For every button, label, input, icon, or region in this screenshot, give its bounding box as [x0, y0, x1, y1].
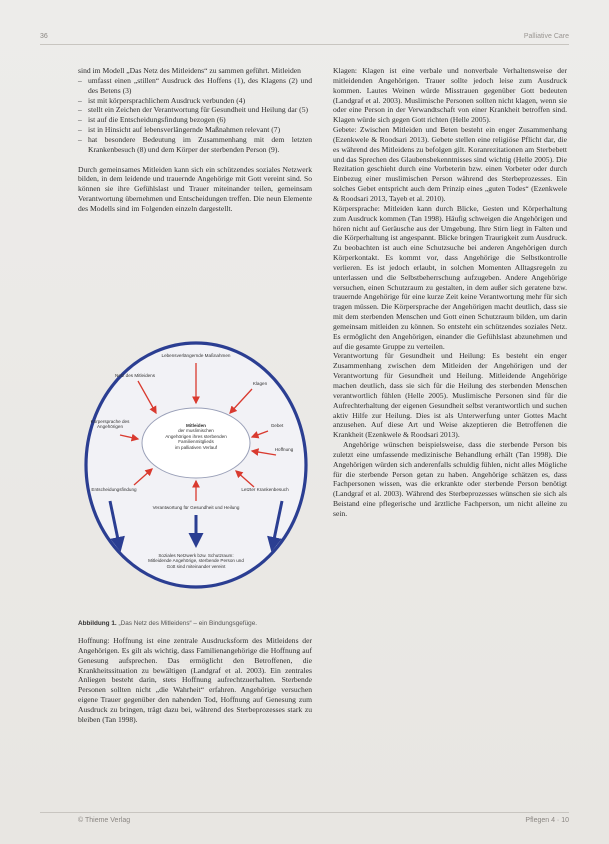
paragraph: Hoffnung: Hoffnung ist eine zentrale Ausdrucksform des Mitleidens der Angehörigen. Es gilt als wichtig, dass Familienangehörige die Hoffnung auf Genesung aufsprechen. Das ermöglicht den Betroffenen, die Krankheitssituation zu bewältigen (Landgraf et al. 2003). Ein zentrales Anliegen besteht darin, stets Hoffnung aufrechtzuerhalten. Sterbende Personen sollten nicht „die Wahrheit“ erfahren. Angehörige versuchen eigene Trauer gegenüber den nahenden Tod, Hoffnung auf Genesung zum Ausdruck zu bringen, trägt dazu bei, während des Sterbeprozesses stark zu bleiben (Tan 1998).: [78, 636, 312, 724]
footer-right: Pflegen 4 · 10: [525, 817, 569, 824]
caption-label: Abbildung 1.: [78, 620, 117, 627]
paragraph: Klagen: Klagen ist eine verbale und nonverbale Verhaltensweise der mitleidenden Angehörigen. Trauer sollte jedoch leise zum Ausdruck kommen. Lautes Weinen würde Misstrauen gegenüber Gott bedeuten (Landgraf et al. 2003). Muslimische Personen sollten nicht klagen, wenn sie oder eine Person in der Verwandtschaft von einer Krankheit betroffen sind. Klagen würde sich gegen Gott richten (Helle 2005).: [333, 66, 567, 125]
node-prayer: Gebet: [270, 423, 284, 428]
node-responsibility: Verantwortung für Gesundheit und Heilung: [152, 505, 240, 510]
list-item: – umfasst einen „stillen“ Ausdruck des Hoffens (1), des Klagens (2) und des Betens (3): [78, 76, 312, 96]
node-hope: Hoffnung: [274, 447, 294, 452]
footer-divider: [40, 812, 569, 813]
intro-text: sind im Modell „Das Netz des Mitleidens“ zu sammen geführt. Mitleiden: [78, 66, 301, 75]
paragraph: Gebete: Zwischen Mitleiden und Beten besteht ein enger Zusammenhang (Ezenkwele & Roodsari 2013). Gebete stellen eine religiöse Pflicht dar, die es während des Mitleidens zu befolgen gilt. Koranrezitationen am Sterbebett und das Sprechen des Glaubensbekenntnisses sind wichtig (Helle 2005). Die Rezitation geschieht durch eine Vorbeterin bzw. einen Vorbeter oder durch Einbezug einer muslimischen Person während des Sterbeprozesses. Ein solches Gebet entspricht auch dem Prinzip eines „guten Todes“ (Ezenkwele & Roodsari 2013, Tayeb et al. 2010).: [333, 125, 567, 203]
figure-net-of-compassion: [80, 337, 312, 593]
paragraph: Durch gemeinsames Mitleiden kann sich ein schützendes soziales Netzwerk bilden, in dem leidende und trauernde Angehörige mit Gott vereint sind. So können sie ihre Gefühlslast und Trauer miteinander teilen, gemeinsam Verantwortung übernehmen und Entscheidungen treffen. Die neun Elemente des Modells sind im Folgenden einzeln dargestellt.: [78, 164, 312, 213]
node-last-visit: Letzter Krankenbesuch: [241, 487, 289, 492]
list-item: – stellt ein Zeichen der Verantwortung für Gesundheit und Heilung dar (5): [78, 105, 312, 115]
page-number: 36: [40, 33, 48, 40]
left-column-bottom: [78, 636, 312, 725]
node-body-language: Körpersprache des Angehörigen: [90, 419, 130, 430]
header-divider: [40, 44, 569, 45]
node-net: Netz des Mitleidens: [114, 373, 156, 378]
center-label: Mitleiden der muslimischen Angehörigen ihres sterbenden Familienmitglieds im palliativen Verlauf: [165, 423, 227, 450]
paragraph: Verantwortung für Gesundheit und Heilung: Es besteht ein enger Zusammenhang zwischen dem Mitleiden der Angehörigen und der Verantwortung für Gesundheit und Heilung. Mitleidende Angehörige machen deutlich, dass sie sich für die Heilung des sterbenden Menschen verantwortlich fühlen (Helle 2005). Muslimische Personen sind für die Aufrechterhaltung der eigenen Gesundheit selbst verantwortlich und suchen aktiv Hilfe zur Heilung. Dies ist als Unterwerfung unter Gottes Macht anzusehen. Auf diese Art und Weise akzeptieren die Betroffenen die Krankheit (Ezenkwele & Roodsari 2013).: [333, 351, 567, 440]
node-decision: Entscheidungsfindung: [91, 487, 137, 492]
paragraph: Angehörige wünschen beispielsweise, dass die sterbende Person bis zuletzt eine umfassende medizinische Behandlung erhält (Tan 1998). Die Angehörigen würden sich anderenfalls schuldig fühlen, nicht alles Mögliche für die sterbende Person getan zu haben. Angehörige schätzen es, dass Fachpersonen wissen, was die erkrankte oder sterbende Person benötigt (Landgraf et al. 2003). Während des Sterbeprozesses wünschen sie sich als Beistand eine pflegerische und ärztliche Fachperson, um nicht alleine zu sein.: [333, 440, 567, 518]
footer-left: © Thieme Verlag: [78, 817, 131, 824]
node-life-prolonging: Lebensverlängernde Maßnahmen: [161, 353, 231, 358]
node-lament: Klagen: [252, 381, 268, 386]
list-item: – ist auf die Entscheidungsfindung bezogen (6): [78, 115, 312, 125]
bullet-list: [78, 76, 312, 155]
list-item: – hat besondere Bedeutung im Zusammenhang mit dem letzten Krankenbesuch (8) und dem Körper der sterbenden Person (9).: [78, 135, 312, 155]
caption-text: „Das Netz des Mitleidens“ – ein Bindungsgefüge.: [118, 620, 258, 627]
paragraph: Körpersprache: Mitleiden kann durch Blicke, Gesten und Körperhaltung zum Ausdruck kommen (Tan 1998). Häufig schweigen die Angehörigen und hören nicht auf Geräusche aus der Umgebung. Ihre Stirn liegt in Falten und die Körperhaltung ist angespannt. Blicke bringen Traurigkeit zum Ausdruck. Zu beobachten ist auch eine Schutzsuche bei anderen Angehörigen durch Körperkontakt. Es kommt vor, dass Angehörige die Selbstkontrolle verlieren. Es ist jedoch erlaubt, in solchen Momenten Alltagsregeln zu unterlassen und die Selbstbeherrschung aufzugeben. Andere Angehörige versuchen, einen Schutzraum zu gestalten, in dem außer sich geratene bzw. trauernde Angehörige für eine kurze Zeit keine Verantwortung mehr für sich tragen müssen. Die Körpersprache der Angehörigen macht deutlich, dass sie mit dem sterbenden Menschen und Gott einen Schutzraum bilden, um darin gemeinsam mitleiden zu können. So entsteht ein schützendes soziales Netz. Es ermöglicht den Angehörigen, einander die Gefühlslast abzunehmen und auf die gesamte Gruppe zu verteilen.: [333, 203, 567, 351]
left-column: [78, 66, 312, 214]
right-column: [333, 66, 567, 519]
list-item: – ist mit körpersprachlichem Ausdruck verbunden (4): [78, 96, 312, 106]
list-item: – ist in Hinsicht auf lebensverlängernde Maßnahmen relevant (7): [78, 125, 312, 135]
figure-caption: [78, 620, 312, 627]
running-title: Palliative Care: [523, 33, 569, 40]
bottom-label: Soziales Netzwerk bzw. Schutzraum: Mitleidende Angehörige, sterbende Person und Gott sind miteinander vereint: [148, 553, 244, 569]
